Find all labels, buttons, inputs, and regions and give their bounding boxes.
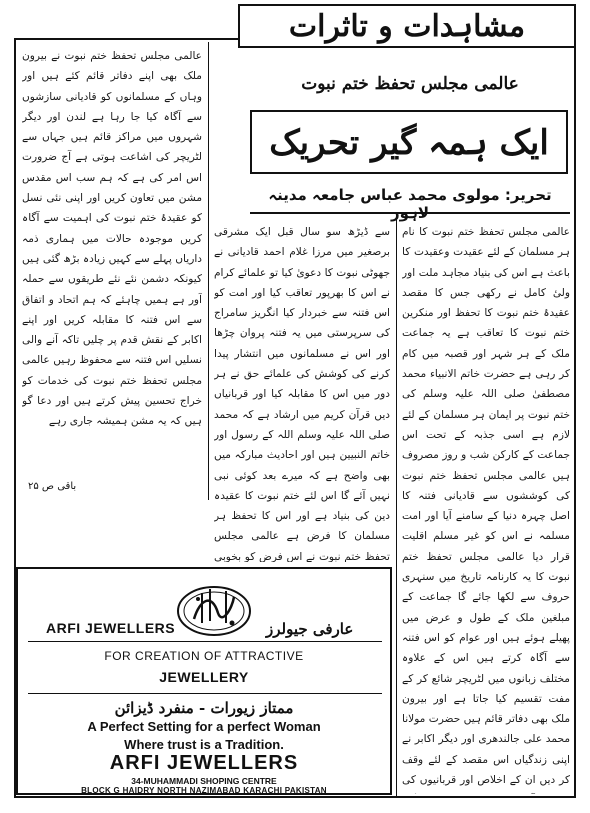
article-byline: تحریر: مولوی محمد عباس جامعہ مدینہ لاہور [268, 186, 552, 222]
column-rule-right [396, 216, 397, 796]
page-title: مشاہدات و تاثرات [288, 8, 526, 44]
ad-logo-english: ARFI JEWELLERS [46, 620, 176, 636]
page-title-box [238, 4, 576, 48]
ad-jewellery-text: JEWELLERY [159, 669, 249, 685]
jewellers-emblem-icon [172, 579, 256, 639]
byline-rule [250, 212, 570, 214]
ad-address-line-1: 34-MUHAMMADI SHOPING CENTRE [131, 776, 277, 786]
article-column-right: عالمی مجلس تحفظ ختم نبوت کا نام ہر مسلمان کے لئے عقیدت وعقیدت کا باعث ہے اس کی بنیاد مجاہد ملت اور ولیٔ کامل نے رکھی جس کا مقصد عقیدۂ ختم نبوت کا تحفظ اور منکرین ختم نبوت کا تعاقب ہے یہ جماعت ملک کے ہر شہر اور قصبہ میں کام کر رہی ہے حضرت خاتم الانبیاء محمد مصطفیٰ صلی اللہ علیہ وسلم کی ختم نبوت پر ایمان ہر مسلمان کے لئے لازم ہے اسی جذبہ کے تحت اس جماعت کے کارکن شب و روز مصروف ہیں عالمی مجلس تحفظ ختم نبوت کی کوششوں سے قادیانی فتنہ کا اصل چہرہ دنیا کے سامنے آیا اور امت مسلمہ نے اس کو غیر مسلم اقلیت قرار دیا عالمی مجلس تحفظ ختم نبوت کا یہ کارنامہ تاریخ میں سنہری حروف سے لکھا جائے گا جماعت کے مبلغین ملک کے طول و عرض میں پھیلے ہوئے ہیں اور عوام کو اس فتنہ سے آگاہ کرتے ہیں اس کے علاوہ مختلف زبانوں میں لٹریچر شائع کر کے مفت تقسیم کیا جاتا ہے اور بیرون ملک بھی دفاتر قائم ہیں حضرت مولانا محمد علی جالندھری اور دیگر اکابر نے اپنی زندگیاں اس مقصد کے لئے وقف کر دیں ان کے اخلاص اور قربانیوں کی [402, 226, 570, 787]
ad-divider-top [28, 641, 382, 642]
article-organization: عالمی مجلس تحفظ ختم نبوت [301, 74, 519, 94]
continued-page-mark: باقی ص ۲۵ [28, 481, 77, 492]
ad-logo-row [32, 579, 380, 641]
article-column-left: عالمی مجلس تحفظ ختم نبوت نے بیرون ملک بھی اپنے دفاتر قائم کئے ہیں اور وہاں کے مسلمانوں کو قادیانی سازشوں سے آگاہ کیا جا رہا ہے لندن اور دیگر شہروں میں مراکز قائم ہیں جہاں سے لٹریچر کی اشاعت ہوتی ہے آج ضرورت اس امر کی ہے کہ ہم سب اس مقدس مشن میں تعاون کریں اور اپنی نئی نسل کو عقیدۂ ختم نبوت کی اہمیت سے آگاہ کریں موجودہ حالات میں ہماری ذمہ داریاں پہلے سے کہیں زیادہ بڑھ گئی ہیں کیونکہ دشمن نئے نئے طریقوں سے حملہ آور ہے ہمیں چاہئے کہ ہم اتحاد و اتفاق سے اس فتنہ کا مقابلہ کریں اور اپنے اکابر کے نقش قدم پر چلیں تاکہ آنے والی نسلیں اس فتنہ سے محفوظ رہیں عالمی مجلس تحفظ ختم نبوت کی خدمات کو خراج تحسین پیش کرتے ہیں اور دعا گو ہیں کہ یہ مشن ہمیشہ جاری رہے [22, 50, 202, 428]
article-headline: ایک ہمہ گیر تحریک [269, 122, 549, 163]
ad-address-line-2: BLOCK G HAIDRY NORTH NAZIMABAD KARACHI PAKISTAN [81, 786, 327, 795]
article-column-middle: سے ڈیڑھ سو سال قبل ایک مشرقی برصغیر میں مرزا غلام احمد قادیانی نے جھوٹی نبوت کا دعویٰ کیا تو علمائے کرام نے اس کا بھرپور تعاقب کیا اور امت کو اس فتنہ سے خبردار کیا انگریز سامراج کی سرپرستی میں یہ فتنہ پروان چڑھا اور اس نے مسلمانوں میں انتشار پیدا کرنے کی کوشش کی علمائے حق نے ہر دور میں اس کا مقابلہ کیا اور قربانیاں دیں قرآن کریم میں ارشاد ہے کہ محمد صلی اللہ علیہ وسلم اللہ کے رسول اور خاتم النبیین ہیں اور احادیث مبارکہ میں بھی واضح ہے کہ میرے بعد کوئی نبی نہیں آئے گا اس لئے ختم نبوت کا عقیدہ دین کی بنیاد ہے اور اس کا تحفظ ہر مسلمان کا فرض ہے عالمی مجلس تحفظ ختم نبوت نے اس فرض کو بخوبی [214, 226, 390, 562]
ad-urdu-tagline: ممتاز زیورات - منفرد ڈیزائن [114, 699, 294, 717]
ad-slogan: A Perfect Setting for a perfect Woman [87, 719, 321, 734]
ad-logo-urdu: عارفی جیولرز [266, 620, 354, 638]
jewellers-advertisement [16, 567, 392, 795]
ad-creation-text: FOR CREATION OF ATTRACTIVE [104, 649, 304, 663]
ad-divider-middle [28, 693, 382, 694]
headline-box [250, 110, 568, 174]
ad-trust-line: Where trust is a Tradition. [124, 737, 284, 752]
column-rule-left [208, 42, 209, 500]
ad-company-name: ARFI JEWELLERS [109, 752, 299, 774]
